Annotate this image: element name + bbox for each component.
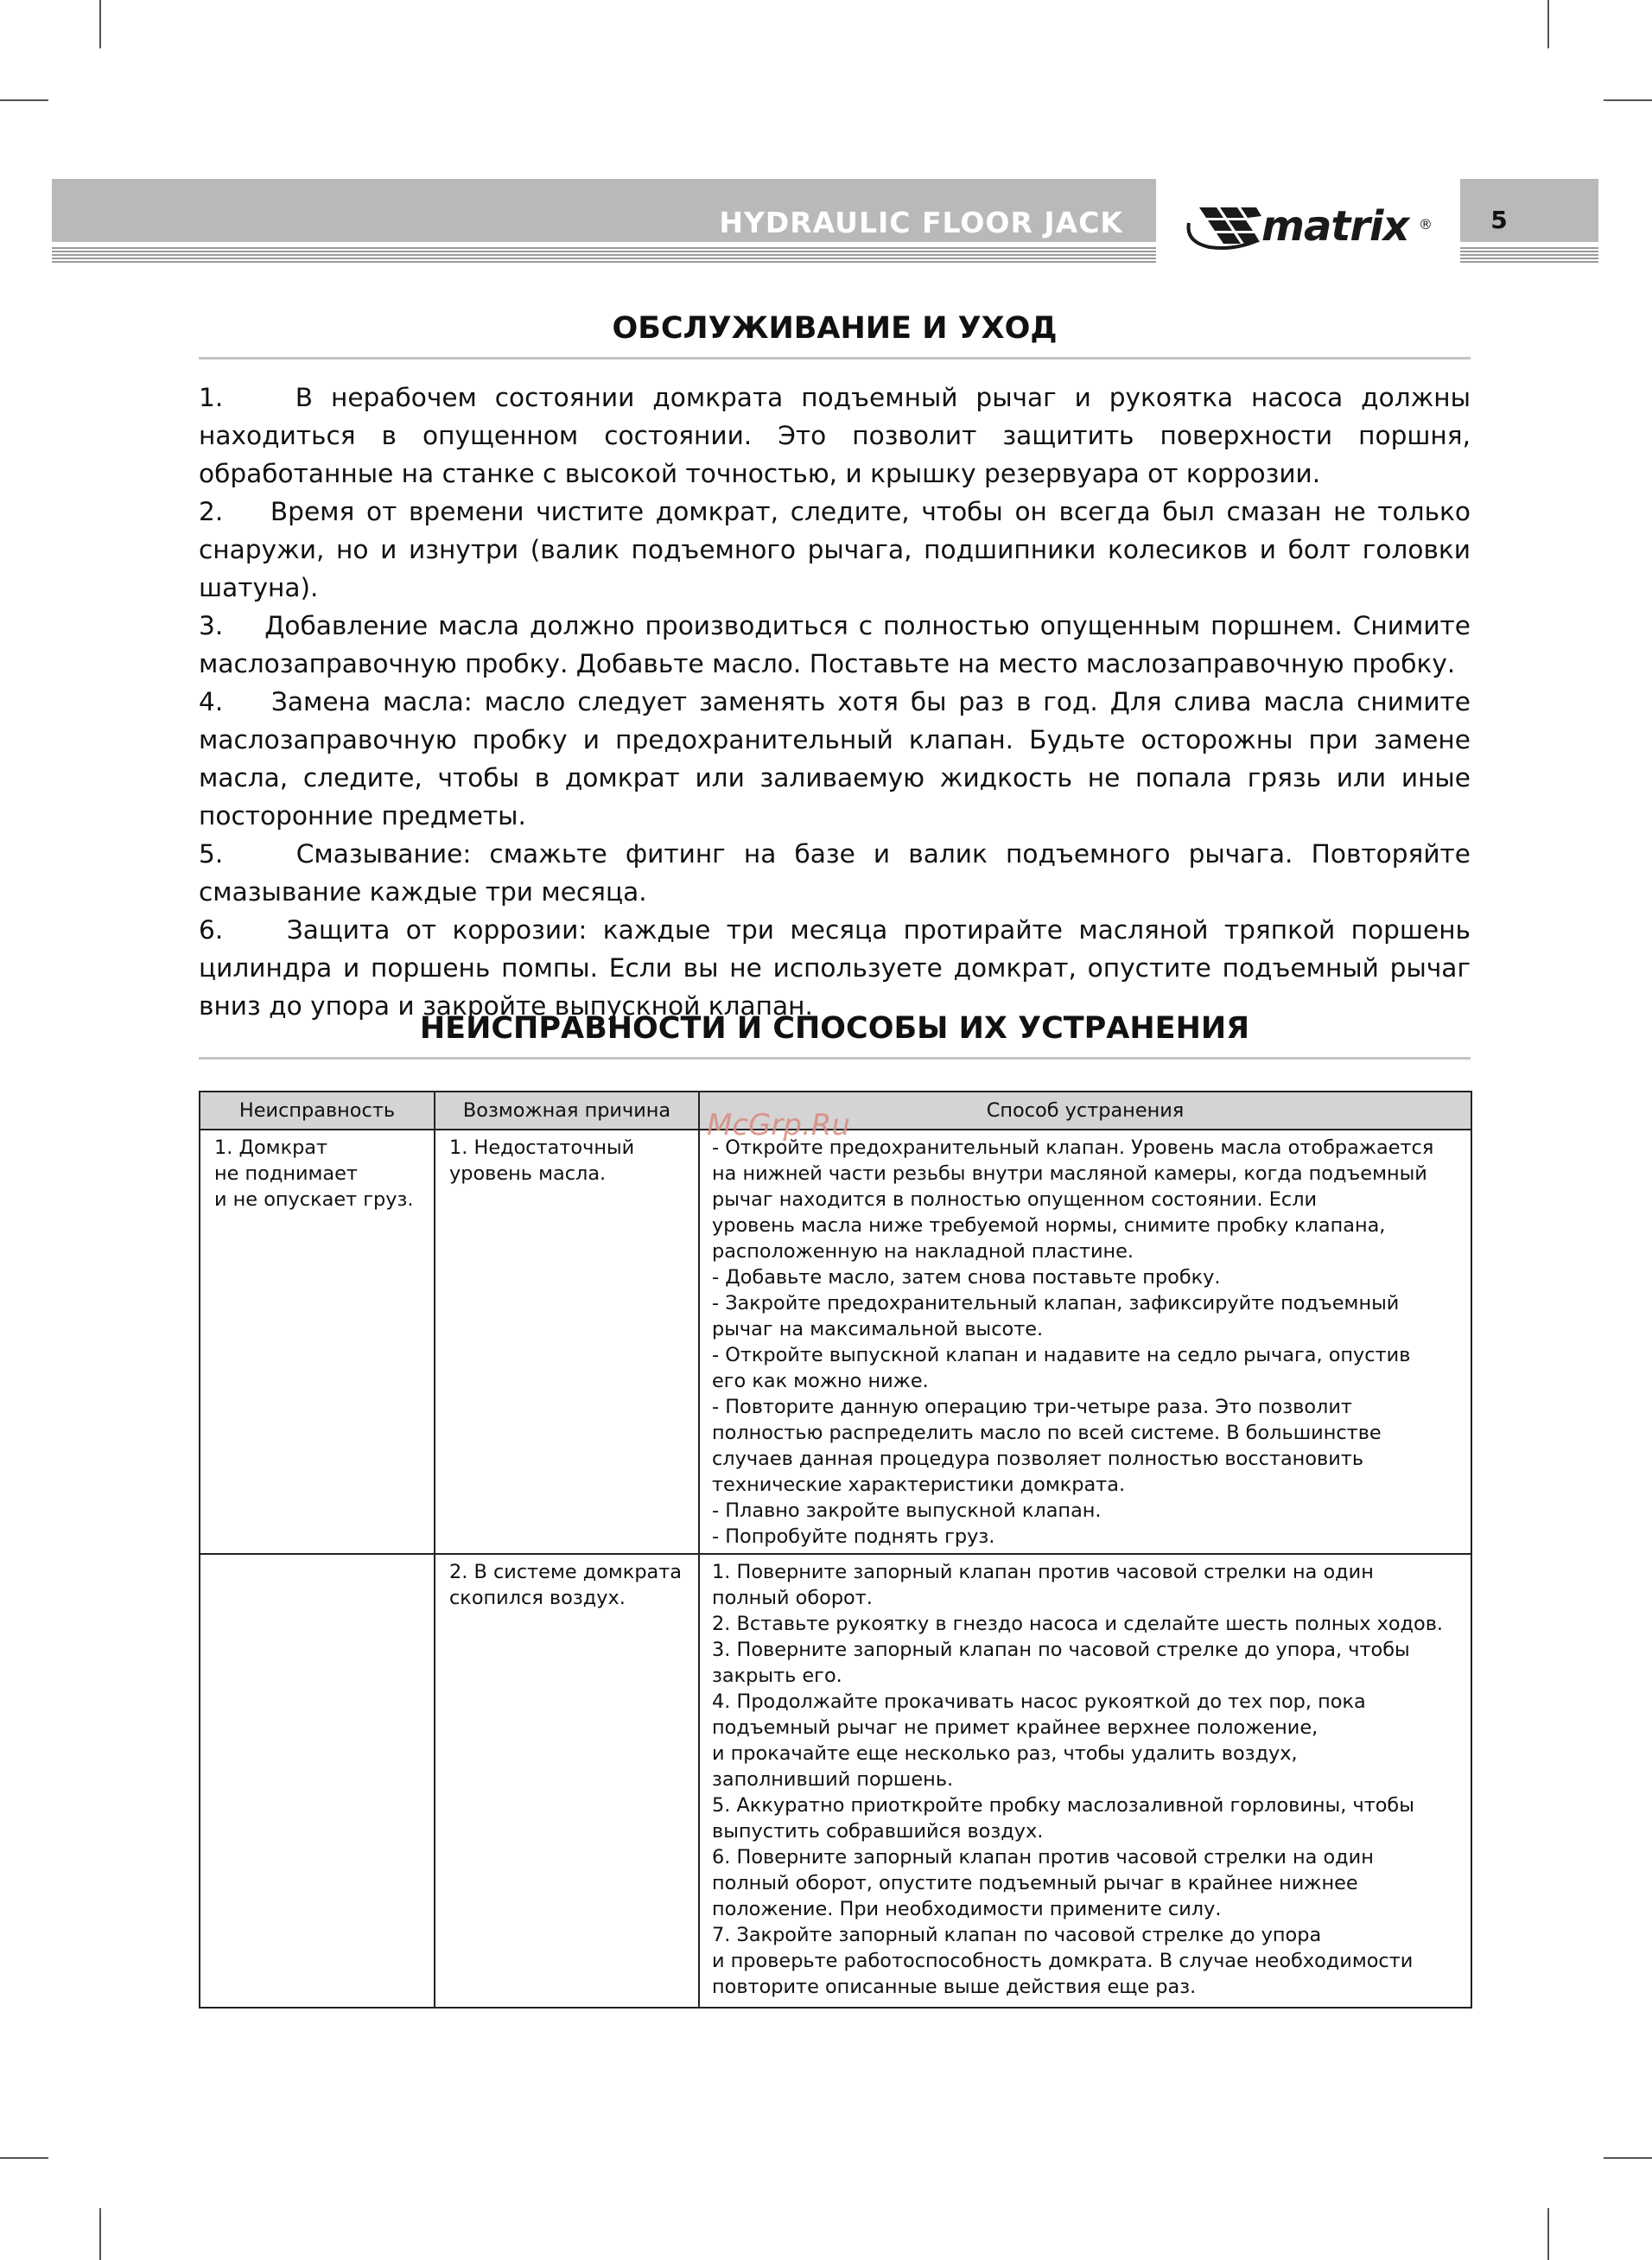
solution-line: - Плавно закройте выпускной клапан.	[712, 1499, 1102, 1522]
solution-line: 4. Продолжайте прокачивать насос рукояткой до тех пор, пока	[712, 1690, 1366, 1713]
brand-logo	[1184, 197, 1434, 258]
solution-line: его как можно ниже.	[712, 1370, 929, 1392]
solution-line: рычаг находится в полностью опущенном состоянии. Если	[712, 1188, 1318, 1211]
registered-mark: ®	[1419, 216, 1433, 232]
solution-cell	[699, 1554, 1471, 2008]
crop-mark	[1547, 2208, 1549, 2260]
crop-mark	[1604, 2157, 1652, 2159]
solution-line: 6. Поверните запорный клапан против часовой стрелки на один	[712, 1846, 1374, 1868]
solution-line: - Откройте выпускной клапан и надавите на седло рычага, опустив	[712, 1344, 1411, 1366]
fault-line: 1. Домкрат	[214, 1136, 328, 1159]
solution-line: рычаг на максимальной высоте.	[712, 1318, 1044, 1340]
solution-line: - Закройте предохранительный клапан, зафиксируйте подъемный	[712, 1292, 1400, 1315]
solution-line: полный оборот, опустите подъемный рычаг в крайнее нижнее	[712, 1872, 1358, 1894]
solution-line: - Откройте предохранительный клапан. Уровень масла отображается	[712, 1136, 1434, 1159]
solution-line: 3. Поверните запорный клапан по часовой стрелке до упора, чтобы	[712, 1639, 1410, 1661]
solution-line: подъемный рычаг не примет крайнее верхнее положение,	[712, 1716, 1318, 1739]
solution-line: технические характеристики домкрата.	[712, 1474, 1126, 1496]
solution-line: полный оборот.	[712, 1587, 873, 1609]
maintenance-item: 1. В нерабочем состоянии домкрата подъемный рычаг и рукоятка насоса должны находиться в опущенном состоянии. Это позволит защитить поверхности поршня, обработанные на станке с высокой точностью, и крышку резервуара от коррозии.	[199, 383, 1471, 488]
solution-line: - Повторите данную операцию три-четыре раза. Это позволит	[712, 1396, 1352, 1418]
maintenance-item: 6. Защита от коррозии: каждые три месяца протирайте масляной тряпкой поршень цилиндра и поршень помпы. Если вы не используете домкрат, опустите подъемный рычаг вниз до упора и закройте выпускной клапан.	[199, 915, 1471, 1021]
crop-mark	[1547, 0, 1549, 48]
crop-mark	[1604, 99, 1652, 101]
maintenance-item: 3. Добавление масла должно производиться с полностью опущенным поршнем. Снимите маслозаправочную пробку. Добавьте масло. Поставьте на место маслозаправочную пробку.	[199, 611, 1471, 678]
troubleshooting-table	[199, 1091, 1472, 2009]
maintenance-list	[199, 379, 1471, 1025]
maintenance-title: ОБСЛУЖИВАНИЕ И УХОД	[612, 311, 1058, 346]
solution-line: 5. Аккуратно приоткройте пробку маслозаливной горловины, чтобы	[712, 1794, 1414, 1817]
fault-line: и не опускает груз.	[214, 1188, 414, 1211]
brand-name: matrix	[1261, 202, 1409, 251]
solution-line: - Добавьте масло, затем снова поставьте пробку.	[712, 1266, 1221, 1289]
crop-mark	[99, 0, 101, 48]
cause-line: 2. В системе домкрата	[449, 1561, 683, 1583]
document-title: HYDRAULIC FLOOR JACK	[719, 206, 1123, 239]
fault-line: не поднимает	[214, 1162, 358, 1185]
solution-cell	[699, 1130, 1471, 1554]
solution-line: случаев данная процедура позволяет полностью восстановить	[712, 1448, 1364, 1470]
solution-line: повторите описанные выше действия еще раз.	[712, 1976, 1197, 1998]
fault-cell	[200, 1554, 435, 2008]
solution-line: - Попробуйте поднять груз.	[712, 1525, 995, 1548]
page-number: 5	[1490, 206, 1508, 234]
troubleshooting-title: НЕИСПРАВНОСТИ И СПОСОБЫ ИХ УСТРАНЕНИЯ	[419, 1011, 1250, 1046]
cause-line: 1. Недостаточный	[449, 1136, 635, 1159]
solution-line: расположенную на накладной пластине.	[712, 1240, 1134, 1263]
solution-line: 7. Закройте запорный клапан по часовой стрелке до упора	[712, 1924, 1322, 1946]
solution-line: 1. Поверните запорный клапан против часовой стрелки на один	[712, 1561, 1374, 1583]
column-header-cause: Возможная причина	[435, 1092, 699, 1130]
crop-mark	[0, 99, 48, 101]
solution-line: выпустить собравшийся воздух.	[712, 1820, 1044, 1843]
maintenance-item: 2. Время от времени чистите домкрат, следите, чтобы он всегда был смазан не только снаружи, но и изнутри (валик подъемного рычага, подшипники колесиков и болт головки шатуна).	[199, 497, 1471, 602]
matrix-logo-icon	[1184, 197, 1263, 258]
title-underline	[199, 1057, 1471, 1060]
watermark: McGrp.Ru	[707, 1108, 850, 1143]
header-stripes	[1460, 247, 1598, 263]
column-header-solution: Способ устранения	[699, 1092, 1471, 1130]
maintenance-item: 4. Замена масла: масло следует заменять хотя бы раз в год. Для слива масла снимите маслозаправочную пробку и предохранительный клапан. Будьте осторожны при замене масла, следите, чтобы в домкрат или заливаемую жидкость не попала грязь или иные посторонние предметы.	[199, 687, 1471, 831]
solution-line: полностью распределить масло по всей системе. В большинстве	[712, 1422, 1382, 1444]
maintenance-item: 5. Смазывание: смажьте фитинг на базе и валик подъемного рычага. Повторяйте смазывание каждые три месяца.	[199, 839, 1471, 907]
cause-cell	[435, 1554, 699, 2008]
solution-line: заполнивший поршень.	[712, 1768, 954, 1791]
table-row	[200, 1554, 1471, 2008]
table-row	[200, 1130, 1471, 1554]
solution-line: и прокачайте еще несколько раз, чтобы удалить воздух,	[712, 1742, 1298, 1765]
column-header-fault: Неисправность	[200, 1092, 435, 1130]
solution-line: уровень масла ниже требуемой нормы, снимите пробку клапана,	[712, 1214, 1386, 1237]
cause-line: скопился воздух.	[449, 1587, 626, 1609]
fault-cell	[200, 1130, 435, 1554]
solution-line: 2. Вставьте рукоятку в гнездо насоса и сделайте шесть полных ходов.	[712, 1613, 1444, 1635]
crop-mark	[0, 2157, 48, 2159]
header-stripes	[52, 247, 1156, 263]
cause-line: уровень масла.	[449, 1162, 607, 1185]
solution-line: положение. При необходимости примените силу.	[712, 1898, 1222, 1920]
solution-line: закрыть его.	[712, 1665, 842, 1687]
crop-mark	[99, 2208, 101, 2260]
solution-line: на нижней части резьбы внутри масляной камеры, когда подъемный	[712, 1162, 1427, 1185]
title-underline	[199, 357, 1471, 360]
solution-line: и проверьте работоспособность домкрата. В случае необходимости	[712, 1950, 1414, 1972]
cause-cell	[435, 1130, 699, 1554]
